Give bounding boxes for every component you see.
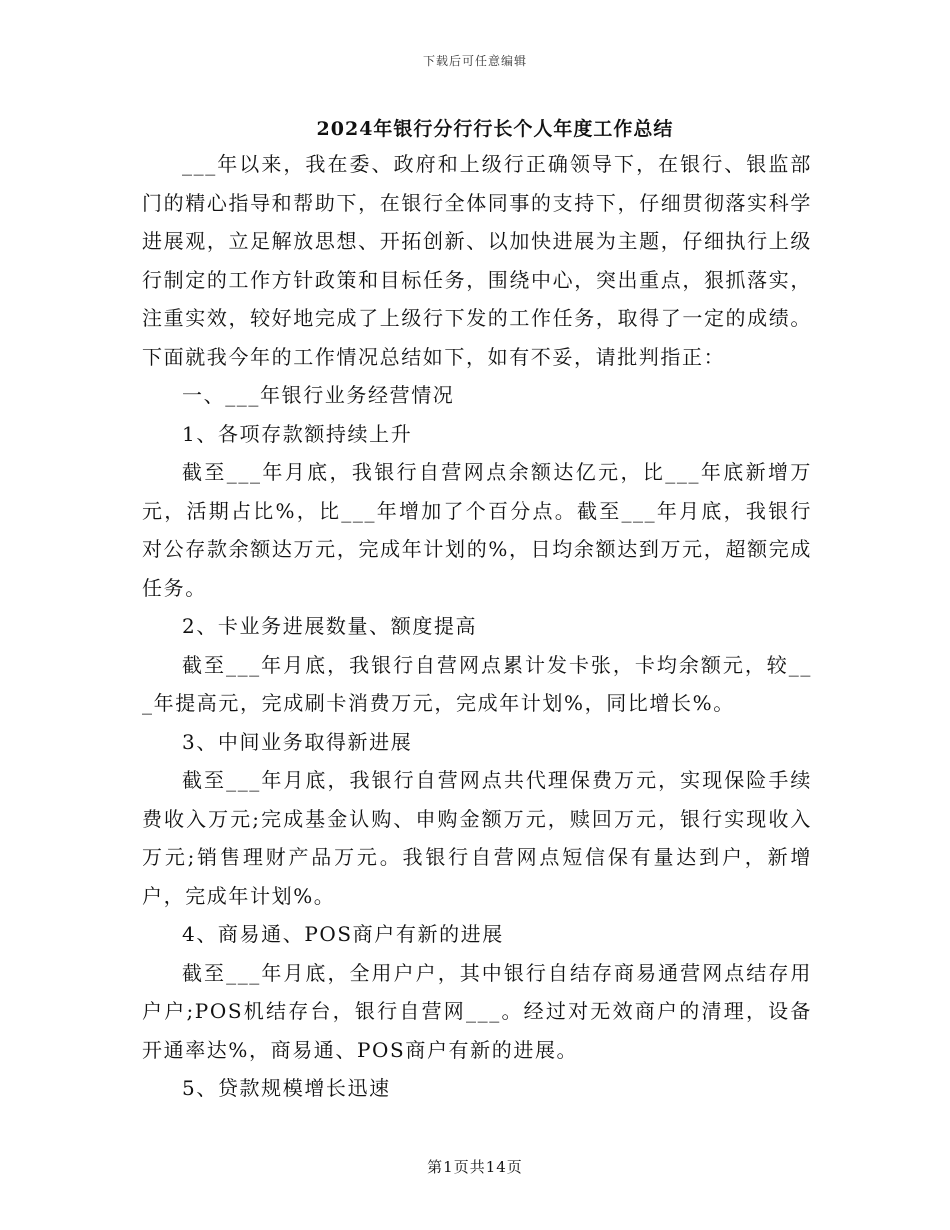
paragraph-deposits: 截至___年月底，我银行自营网点余额达亿元，比___年底新增万元，活期占比%，比___年增加了个百分点。截至___年月底，我银行对公存款余额达万元，完成年计划的%，日均余额达到万元，超额完成任务。 <box>142 460 812 600</box>
paragraph-intro: ___年以来，我在委、政府和上级行正确领导下，在银行、银监部门的精心指导和帮助下，在银行全体同事的支持下，仔细贯彻落实科学进展观，立足解放思想、开拓创新、以加快进展为主题，仔细执行上级行制定的工作方针政策和目标任务，围绕中心，突出重点，狠抓落实，注重实效，较好地完成了上级行下发的工作任务，取得了一定的成绩。下面就我今年的工作情况总结如下，如有不妥，请批判指正： <box>142 152 812 369</box>
subheading-loans: 5、贷款规模增长迅速 <box>182 1076 391 1100</box>
paragraph-merchants: 截至___年月底，全用户户，其中银行自结存商易通营网点结存用户户;POS机结存台，银行自营网___。经过对无效商户的清理，设备开通率达%，商易通、POS商户有新的进展。 <box>142 960 812 1062</box>
document-body <box>142 145 812 1108</box>
subheading-cards: 2、卡业务进展数量、额度提高 <box>182 614 478 638</box>
paragraph-cards: 截至___年月底，我银行自营网点累计发卡张，卡均余额元，较___年提高元，完成刷卡消费万元，完成年计划%，同比增长%。 <box>142 652 812 715</box>
header-note: 下载后可任意编辑 <box>422 54 527 68</box>
document-title: 2024年银行分行行长个人年度工作总结 <box>316 118 674 140</box>
paragraph-intermediary: 截至___年月底，我银行自营网点共代理保费万元，实现保险手续费收入万元;完成基金认购、申购金额万元，赎回万元，银行实现收入万元;销售理财产品万元。我银行自营网点短信保有量达到户，新增户，完成年计划%。 <box>142 768 812 908</box>
subheading-intermediary: 3、中间业务取得新进展 <box>182 729 413 754</box>
section-heading-1: 一、___年银行业务经营情况 <box>182 383 455 407</box>
subheading-merchants: 4、商易通、POS商户有新的进展 <box>182 922 504 946</box>
page-number: 第1页共14页 <box>427 1158 523 1176</box>
subheading-deposits: 1、各项存款额持续上升 <box>182 421 413 446</box>
